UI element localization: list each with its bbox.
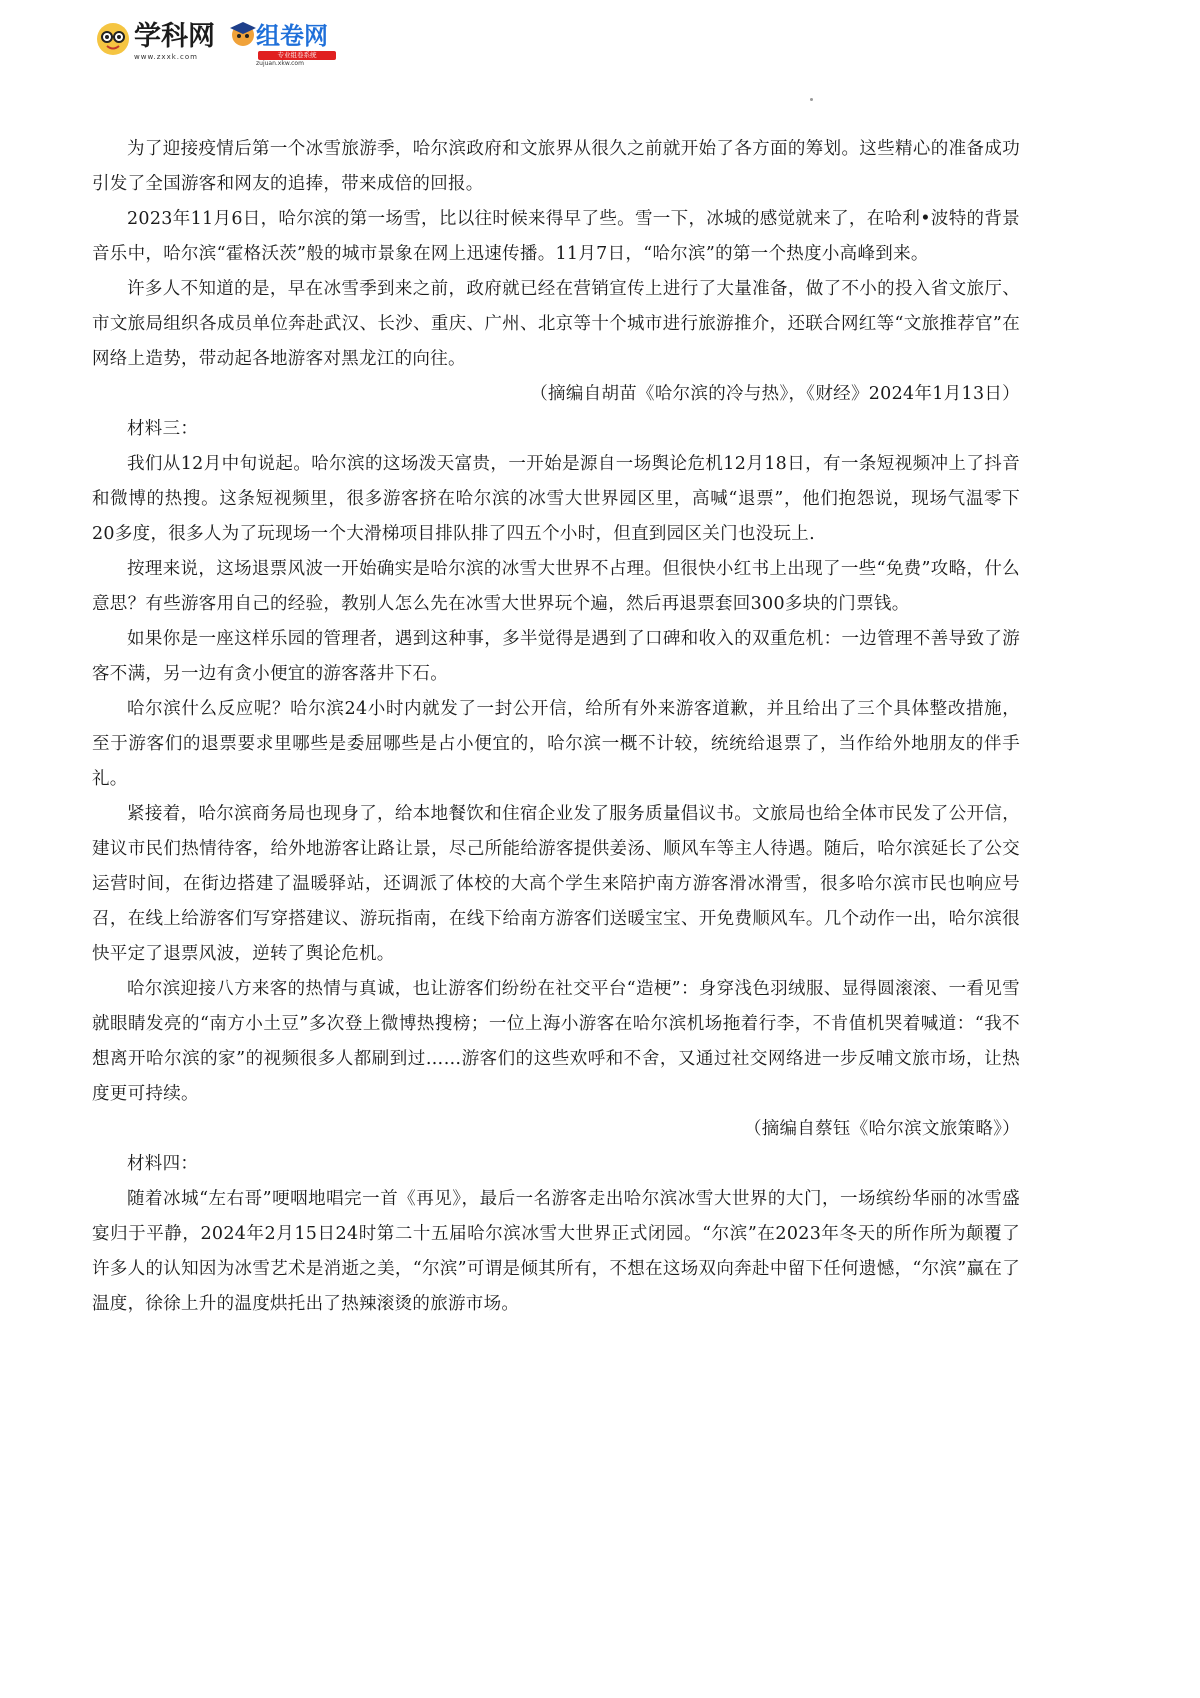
paragraph: 随着冰城“左右哥”哽咽地唱完一首《再见》，最后一名游客走出哈尔滨冰雪大世界的大门，一场缤纷华丽的冰雪盛宴归于平静，2024年2月15日24时第二十五届哈尔滨冰雪大世界正式闭园。“尔滨”在2023年冬天的所作所为颠覆了许多人的认知因为冰雪艺术是消逝之美，“尔滨”可谓是倾其所有，不想在这场双向奔赴中留下任何遗憾，“尔滨”赢在了温度，徐徐上升的温度烘托出了热辣滚烫的旅游市场。 bbox=[92, 1189, 1020, 1314]
section-heading: 材料四： bbox=[127, 1154, 199, 1174]
document-body bbox=[92, 132, 1020, 1322]
site-logo bbox=[96, 18, 346, 66]
paragraph: 我们从12月中旬说起。哈尔滨的这场泼天富贵，一开始是源自一场舆论危机12月18日，有一条短视频冲上了抖音和微博的热搜。这条短视频里，很多游客挤在哈尔滨的冰雪大世界园区里，高喊“退票”，他们抱怨说，现场气温零下20多度，很多人为了玩现场一个大滑梯项目排队排了四五个小时，但直到园区关门也没玩上. bbox=[92, 454, 1020, 544]
paragraph: 紧接着，哈尔滨商务局也现身了，给本地餐饮和住宿企业发了服务质量倡议书。文旅局也给全体市民发了公开信，建议市民们热情待客，给外地游客让路让景，尽己所能给游客提供姜汤、顺风车等主人待遇。随后，哈尔滨延长了公交运营时间，在街边搭建了温暖驿站，还调派了体校的大高个学生来陪护南方游客滑冰滑雪，很多哈尔滨市民也响应号召，在线上给游客们写穿搭建议、游玩指南，在线下给南方游客们送暖宝宝、开免费顺风车。几个动作一出，哈尔滨很快平定了退票风波，逆转了舆论危机。 bbox=[92, 804, 1020, 964]
paragraph: 为了迎接疫情后第一个冰雪旅游季，哈尔滨政府和文旅界从很久之前就开始了各方面的筹划。这些精心的准备成功引发了全国游客和网友的追捧，带来成倍的回报。 bbox=[92, 139, 1020, 194]
section-heading: 材料三： bbox=[127, 419, 199, 439]
logo-subtitle: 组卷网 bbox=[256, 22, 328, 50]
logo-sub-url: zujuan.xkw.com bbox=[256, 60, 304, 67]
paragraph: 哈尔滨什么反应呢？哈尔滨24小时内就发了一封公开信，给所有外来游客道歉，并且给出了三个具体整改措施，至于游客们的退票要求里哪些是委屈哪些是占小便宜的，哈尔滨一概不计较，统统给退票了，当作给外地朋友的伴手礼。 bbox=[92, 699, 1020, 789]
scan-dot bbox=[810, 98, 813, 101]
paragraph: 哈尔滨迎接八方来客的热情与真诚，也让游客们纷纷在社交平台“造梗”：身穿浅色羽绒服、显得圆滚滚、一看见雪就眼睛发亮的“南方小土豆”多次登上微博热搜榜；一位上海小游客在哈尔滨机场拖着行李，不肯值机哭着喊道：“我不想离开哈尔滨的家”的视频很多人都刷到过……游客们的这些欢呼和不舍，又通过社交网络进一步反哺文旅市场，让热度更可持续。 bbox=[92, 979, 1020, 1104]
logo-url: www.zxxk.com bbox=[134, 53, 198, 61]
graduation-cap-icon bbox=[228, 18, 258, 48]
paragraph: 2023年11月6日，哈尔滨的第一场雪，比以往时候来得早了些。雪一下，冰城的感觉就来了，在哈利•波特的背景音乐中，哈尔滨“霍格沃茨”般的城市景象在网上迅速传播。11月7日，“哈尔滨”的第一个热度小高峰到来。 bbox=[92, 209, 1020, 264]
mascot-face-icon bbox=[96, 22, 130, 56]
source-citation: （摘编自胡苗《哈尔滨的冷与热》，《财经》2024年1月13日） bbox=[530, 384, 1020, 404]
logo-title: 学科网 bbox=[134, 21, 215, 52]
logo-badge: 专业组卷系统 bbox=[258, 51, 336, 60]
paragraph: 许多人不知道的是，早在冰雪季到来之前，政府就已经在营销宣传上进行了大量准备，做了不小的投入省文旅厅、市文旅局组织各成员单位奔赴武汉、长沙、重庆、广州、北京等十个城市进行旅游推介，还联合网红等“文旅推荐官”在网络上造势，带动起各地游客对黑龙江的向往。 bbox=[92, 279, 1020, 369]
paragraph: 如果你是一座这样乐园的管理者，遇到这种事，多半觉得是遇到了口碑和收入的双重危机：一边管理不善导致了游客不满，另一边有贪小便宜的游客落井下石。 bbox=[92, 629, 1020, 684]
source-citation: （摘编自蔡钰《哈尔滨文旅策略》） bbox=[743, 1119, 1020, 1139]
paragraph: 按理来说，这场退票风波一开始确实是哈尔滨的冰雪大世界不占理。但很快小红书上出现了一些“免费”攻略，什么意思？有些游客用自己的经验，教别人怎么先在冰雪大世界玩个遍，然后再退票套回300多块的门票钱。 bbox=[92, 559, 1020, 614]
